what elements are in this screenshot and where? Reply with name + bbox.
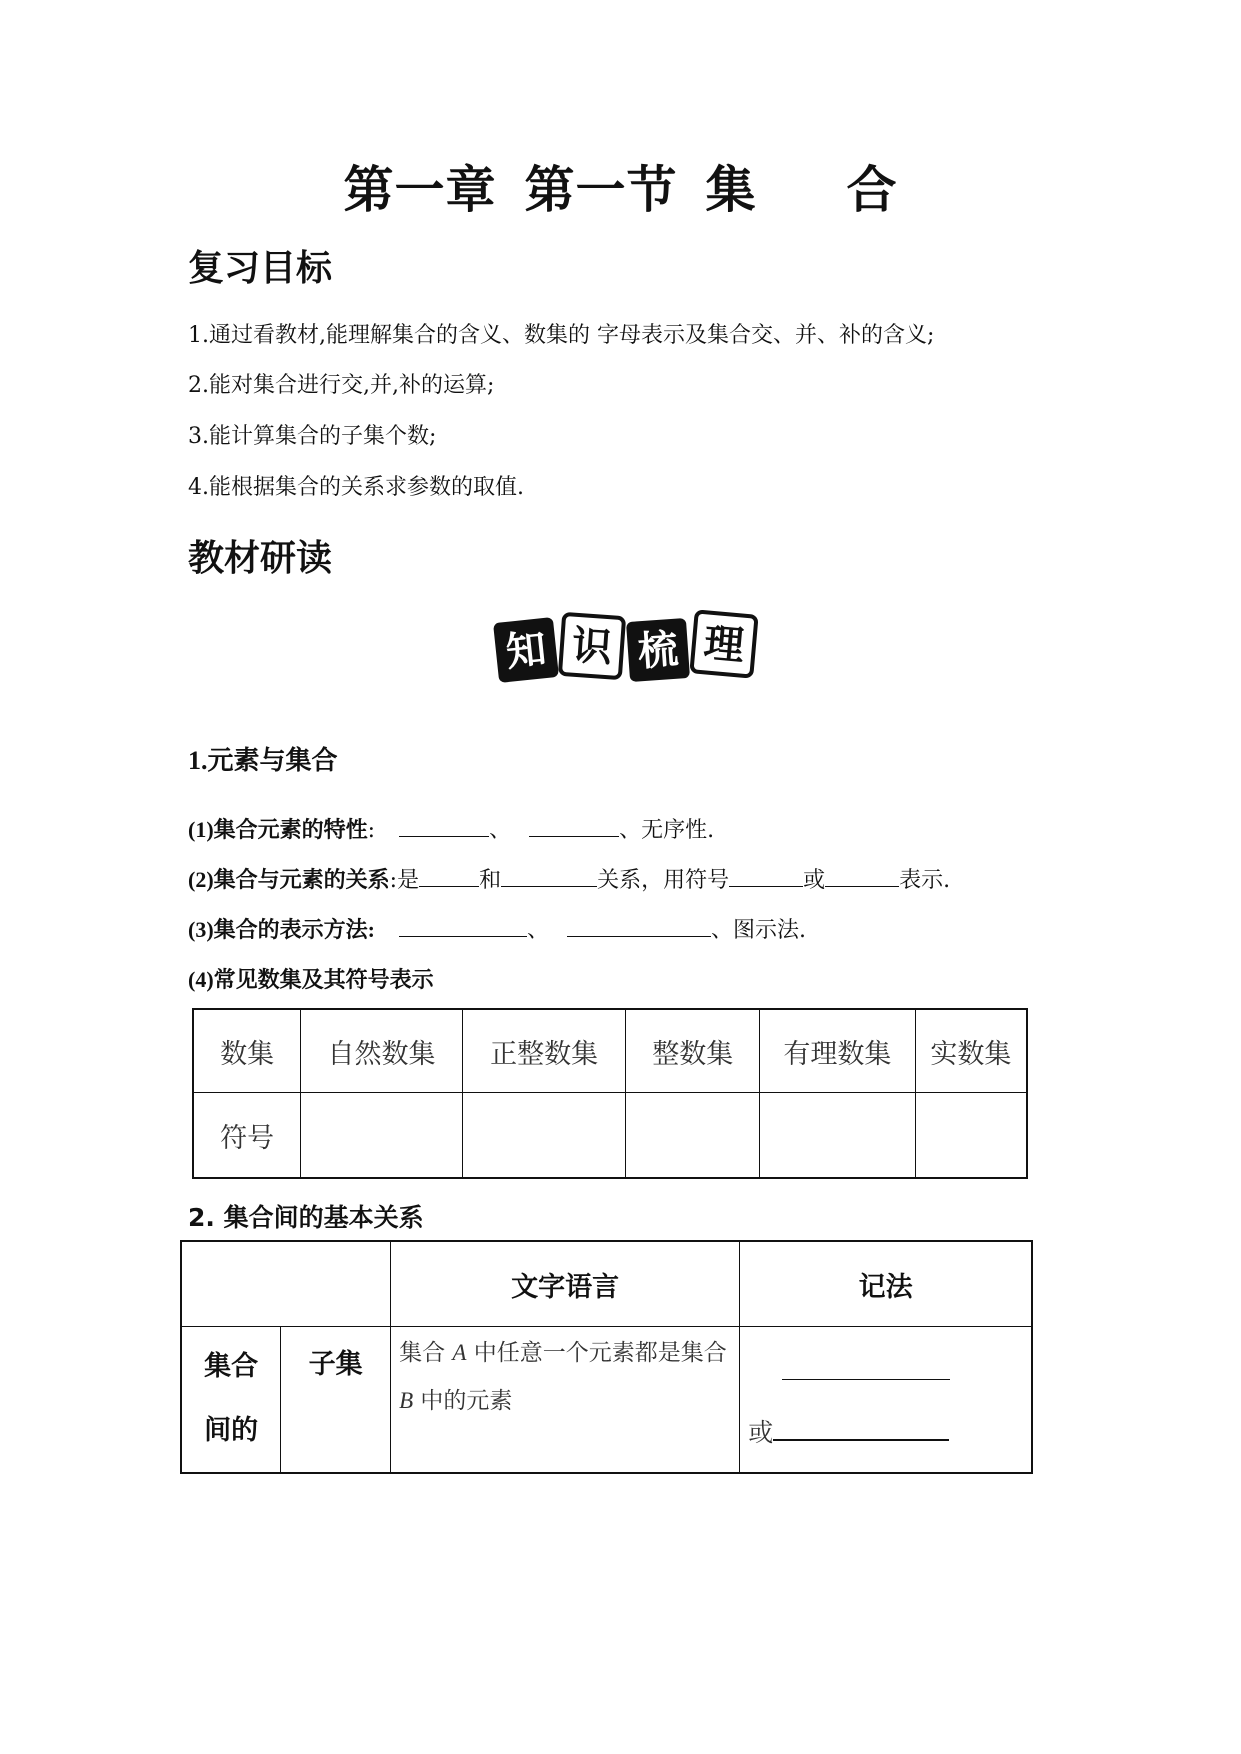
- review-item-3: 3.能计算集合的子集个数;: [188, 424, 437, 449]
- number-sets-header: 数集: [193, 1009, 301, 1093]
- symbol-cell-integers[interactable]: [626, 1093, 760, 1179]
- symbol-cell-rationals[interactable]: [760, 1093, 916, 1179]
- title-chapter: 第一章: [343, 161, 497, 219]
- title-section: 第一节: [524, 161, 678, 219]
- representation-line: (3)集合的表示方法: 、 、图示法.: [188, 917, 806, 943]
- review-item-4: 4.能根据集合的关系求参数的取值.: [188, 475, 524, 500]
- subset-notation-cell: 或: [740, 1327, 1032, 1473]
- representation-label: (3)集合的表示方法:: [188, 917, 375, 942]
- table-row: [193, 1093, 1027, 1179]
- blank-symbol-1[interactable]: [729, 866, 803, 887]
- symbol-cell-positive[interactable]: [462, 1093, 626, 1179]
- svg-text:理: 理: [701, 620, 746, 670]
- table-row: [181, 1241, 1032, 1327]
- reals-cell: 实数集: [915, 1009, 1027, 1093]
- svg-text:知: 知: [503, 626, 549, 676]
- banner-tile-3: [626, 618, 690, 682]
- notation-header: 记法: [740, 1241, 1032, 1327]
- banner-tile-2: [560, 614, 624, 678]
- symbol-header: 符号: [193, 1093, 301, 1179]
- number-sets-table: [192, 1008, 1028, 1179]
- natural-numbers-cell: 自然数集: [301, 1009, 463, 1093]
- blank-property-2[interactable]: [529, 816, 619, 837]
- blank-symbol-2[interactable]: [825, 866, 899, 887]
- subset-description: 集合 A 中任意一个元素都是集合 B 中的元素: [391, 1327, 740, 1473]
- review-item-2: 2.能对集合进行交,并,补的运算;: [188, 373, 495, 398]
- title-char-1: 集: [705, 161, 757, 219]
- rationals-cell: 有理数集: [760, 1009, 916, 1093]
- table-row: [193, 1009, 1027, 1093]
- review-heading: 复习目标: [188, 248, 333, 289]
- banner-tile-4: [691, 611, 756, 676]
- blank-property-1[interactable]: [399, 816, 489, 837]
- integers-cell: 整数集: [626, 1009, 760, 1093]
- element-properties-label: (1)集合元素的特性: [188, 817, 368, 842]
- element-relation-label: (2)集合与元素的关系: [188, 867, 390, 892]
- number-sets-label: (4)常见数集及其符号表示: [188, 967, 434, 992]
- study-heading: 教材研读: [188, 538, 333, 579]
- element-relation-line: (2)集合与元素的关系:是 和 关系，用符号 或 表示.: [188, 867, 951, 893]
- knowledge-banner: [490, 608, 760, 690]
- blank-method-1[interactable]: [399, 916, 527, 937]
- element-properties-line: (1)集合元素的特性: 、 、无序性.: [188, 817, 715, 843]
- relations-group-label: 集合 间的: [181, 1327, 281, 1473]
- section1-heading: 1.元素与集合: [188, 746, 338, 775]
- set-relations-table: [180, 1240, 1033, 1474]
- blank-relation-1[interactable]: [419, 866, 479, 887]
- symbol-cell-reals[interactable]: [915, 1093, 1027, 1179]
- symbol-cell-natural[interactable]: [301, 1093, 463, 1179]
- page-title: [0, 150, 1241, 222]
- table-row: [181, 1327, 1032, 1473]
- section2-heading: 2. 集合间的基本关系: [188, 1203, 424, 1232]
- text-language-header: 文字语言: [391, 1241, 740, 1327]
- positive-integers-cell: 正整数集: [462, 1009, 626, 1093]
- blank-notation-2[interactable]: [773, 1419, 949, 1441]
- review-item-1: 1.通过看教材,能理解集合的含义、数集的 字母表示及集合交、并、补的含义;: [188, 323, 935, 348]
- blank-relation-2[interactable]: [501, 866, 597, 887]
- blank-method-2[interactable]: [567, 916, 711, 937]
- number-sets-line: [188, 963, 434, 994]
- svg-text:梳: 梳: [636, 626, 680, 676]
- banner-tile-1: [493, 617, 559, 683]
- title-char-2: 合: [846, 161, 898, 219]
- svg-text:识: 识: [570, 622, 614, 672]
- empty-header-cell: [181, 1241, 391, 1327]
- subset-label: 子集: [281, 1327, 391, 1473]
- blank-notation-1[interactable]: [782, 1379, 950, 1380]
